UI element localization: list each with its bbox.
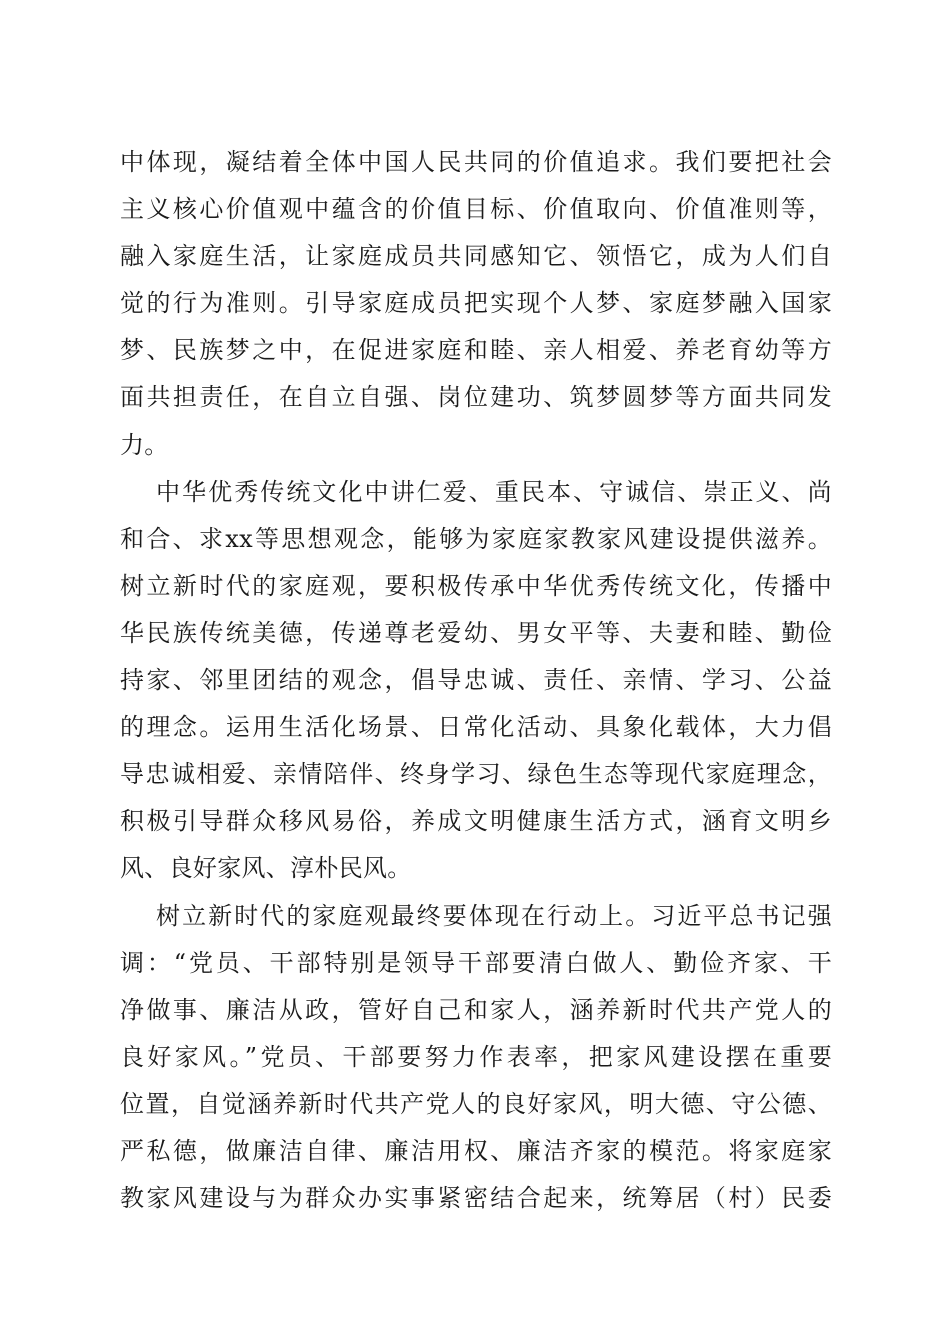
text-line: 调：“党员、干部特别是领导干部要清白做人、勤俭齐家、干 bbox=[120, 948, 832, 977]
text-line: 树立新时代的家庭观，要积极传承中华优秀传统文化，传播中 bbox=[120, 571, 832, 600]
text-line: 融入家庭生活，让家庭成员共同感知它、领悟它，成为人们自 bbox=[120, 242, 832, 271]
text-line: 华民族传统美德，传递尊老爱幼、男女平等、夫妻和睦、勤俭 bbox=[120, 618, 832, 647]
text-line: 净做事、廉洁从政，管好自己和家人，涵养新时代共产党人的 bbox=[120, 995, 832, 1024]
text-line: 和合、求xx等思想观念，能够为家庭家教家风建设提供滋养。 bbox=[120, 524, 832, 553]
text-line: 良好家风。”党员、干部要努力作表率，把家风建设摆在重要 bbox=[120, 1042, 832, 1071]
text-line: 积极引导群众移风易俗，养成文明健康生活方式，涵育文明乡 bbox=[120, 807, 832, 836]
body-text bbox=[120, 139, 832, 1222]
text-line: 觉的行为准则。引导家庭成员把实现个人梦、家庭梦融入国家 bbox=[120, 289, 832, 318]
text-line: 面共担责任，在自立自强、岗位建功、筑梦圆梦等方面共同发 bbox=[120, 383, 832, 412]
text-line: 位置，自觉涵养新时代共产党人的良好家风，明大德、守公德、 bbox=[120, 1089, 832, 1118]
text-line: 中华优秀传统文化中讲仁爱、重民本、守诚信、崇正义、尚 bbox=[156, 477, 832, 506]
text-line: 导忠诚相爱、亲情陪伴、终身学习、绿色生态等现代家庭理念， bbox=[120, 760, 832, 789]
text-line: 梦、民族梦之中，在促进家庭和睦、亲人相爱、养老育幼等方 bbox=[120, 336, 832, 365]
text-line: 树立新时代的家庭观最终要体现在行动上。习近平总书记强 bbox=[156, 901, 832, 930]
text-line: 严私德，做廉洁自律、廉洁用权、廉洁齐家的模范。将家庭家 bbox=[120, 1136, 832, 1165]
text-line: 风、良好家风、淳朴民风。 bbox=[120, 854, 412, 883]
text-line: 教家风建设与为群众办实事紧密结合起来，统筹居（村）民委 bbox=[120, 1184, 832, 1213]
text-line: 持家、邻里团结的观念，倡导忠诚、责任、亲情、学习、公益 bbox=[120, 666, 832, 695]
text-line: 的理念。运用生活化场景、日常化活动、具象化载体，大力倡 bbox=[120, 713, 832, 742]
text-line: 力。 bbox=[120, 430, 169, 459]
text-line: 主义核心价值观中蕴含的价值目标、价值取向、价值准则等， bbox=[120, 195, 832, 224]
text-line: 中体现，凝结着全体中国人民共同的价值追求。我们要把社会 bbox=[120, 148, 832, 176]
